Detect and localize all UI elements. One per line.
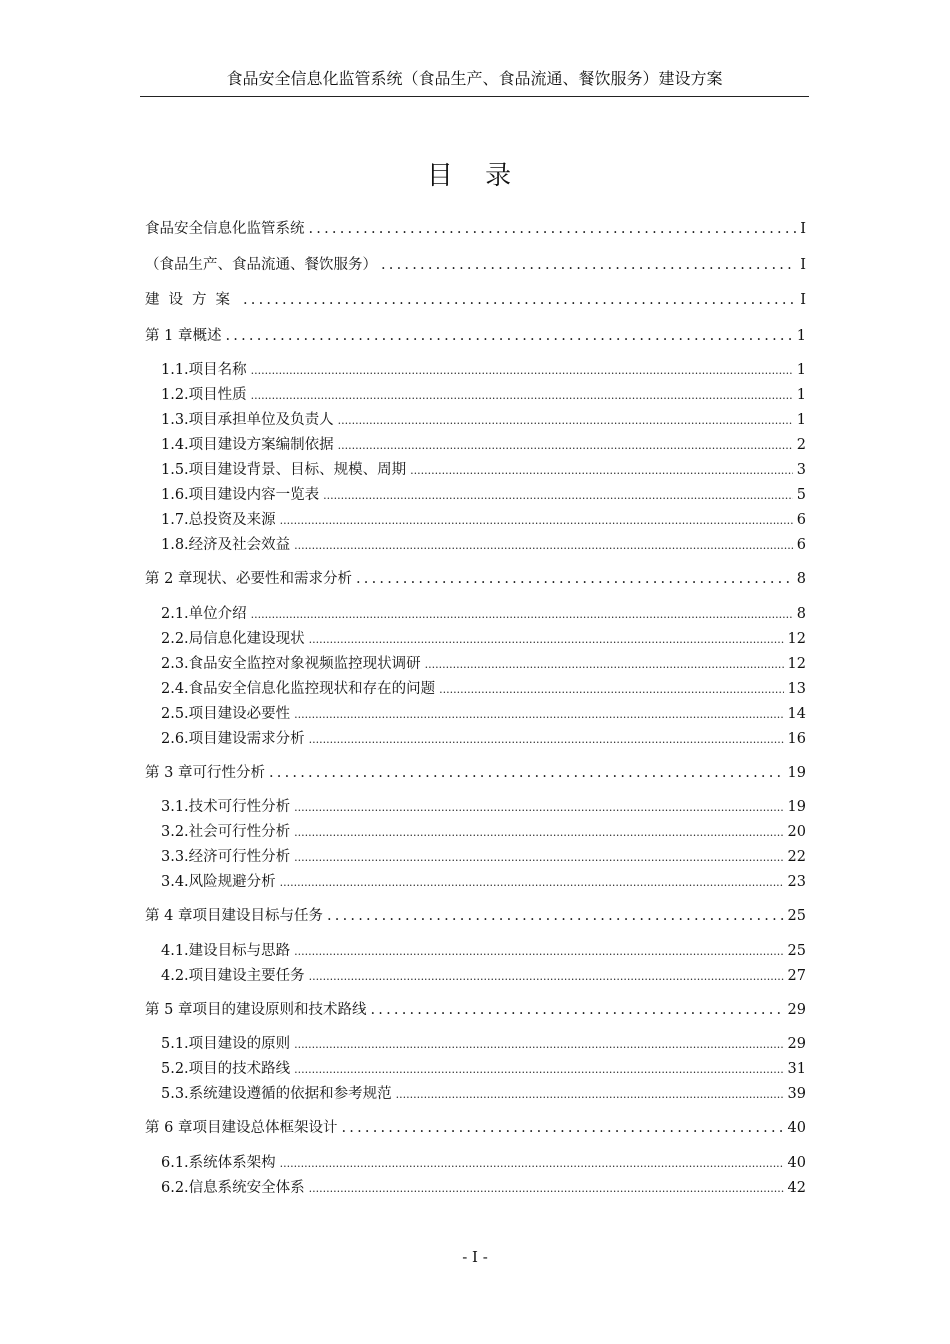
dot-leader <box>439 677 783 702</box>
dot-leader <box>338 433 793 458</box>
header-rule <box>140 96 809 97</box>
dot-leader <box>251 358 793 383</box>
dot-leader <box>294 939 783 964</box>
toc-entry-title: 现状、必要性和需求分析 <box>192 571 352 587</box>
dot-leader <box>251 383 793 408</box>
toc-section-entry[interactable] <box>145 939 806 964</box>
toc-section-entry[interactable] <box>145 602 806 627</box>
toc-section-entry[interactable] <box>145 1151 806 1176</box>
toc-section-entry[interactable] <box>145 677 806 702</box>
toc-section-entry[interactable] <box>145 627 806 652</box>
toc-section-entry[interactable] <box>145 533 806 558</box>
toc-title: 目 录 <box>426 161 524 191</box>
toc-entry-title: 项目建设方案编制依据 <box>188 437 334 453</box>
dot-leader <box>309 964 784 989</box>
toc-entry-number: 1.5. <box>161 462 189 478</box>
toc-entry-number: 2.6. <box>161 730 189 747</box>
toc-entry-page: 12 <box>787 630 806 647</box>
toc-entry-number: 5.1. <box>161 1036 189 1052</box>
dot-leader <box>243 287 796 313</box>
toc-entry-number: 第 5 章 <box>145 1001 193 1018</box>
toc-entry-page: I <box>800 292 806 308</box>
toc-entry-page: 6 <box>796 537 806 553</box>
toc-entry-page: 2 <box>796 437 806 453</box>
toc-entry-number: 2.3. <box>161 655 189 672</box>
toc-entry-title: 总投资及来源 <box>188 512 276 528</box>
toc-entry-page: 27 <box>787 967 806 984</box>
toc-entry-number: 3.1. <box>161 799 189 815</box>
toc-entry-page: 20 <box>787 824 806 840</box>
toc-entry-page: 5 <box>796 487 806 503</box>
dot-leader <box>251 602 793 627</box>
toc-entry-number: 1.1. <box>161 362 189 378</box>
toc-chapter-entry[interactable] <box>145 997 806 1033</box>
toc-entry-page: 40 <box>787 1154 806 1171</box>
dot-leader <box>280 508 793 533</box>
toc-entry-title: 建设目标与思路 <box>188 942 291 959</box>
toc-entry-page: 39 <box>787 1086 806 1102</box>
dot-leader <box>341 1115 783 1141</box>
toc-entry-number: 3.3. <box>161 849 189 865</box>
dot-leader <box>356 566 793 592</box>
dot-leader <box>294 533 793 558</box>
toc-entry-page: 13 <box>787 680 806 697</box>
dot-leader <box>269 760 784 786</box>
dot-leader <box>294 820 783 845</box>
toc-entry-page: 22 <box>787 849 806 865</box>
toc-entry-number: 4.2. <box>161 967 189 984</box>
page-number: - I - <box>462 1248 488 1266</box>
running-header: 食品安全信息化监管系统（食品生产、食品流通、餐饮服务）建设方案 <box>226 69 723 88</box>
toc-entry-page: 23 <box>787 874 806 890</box>
toc-entry-title: 食品安全信息化监控现状和存在的问题 <box>188 680 436 697</box>
toc-chapter-entry[interactable] <box>145 323 806 359</box>
dot-leader <box>309 627 784 652</box>
toc-entry-page: 42 <box>787 1179 806 1196</box>
dot-leader <box>370 997 783 1023</box>
toc-entry-title: 项目建设背景、目标、规模、周期 <box>188 462 407 478</box>
toc-entry-number: 2.2. <box>161 630 189 647</box>
toc-chapter-entry[interactable] <box>145 216 806 252</box>
toc-entry-number: 5.2. <box>161 1061 189 1077</box>
toc-section-entry[interactable] <box>145 433 806 458</box>
toc-entry-title: 项目名称 <box>188 362 247 378</box>
toc-entry-page: 1 <box>796 327 806 344</box>
toc-entry-title: 项目建设需求分析 <box>188 730 305 747</box>
toc-entry-title: 社会可行性分析 <box>188 824 291 840</box>
toc-entry-title: 概述 <box>192 327 222 344</box>
toc-entry-title: 局信息化建设现状 <box>188 630 305 647</box>
toc-entry-number: 4.1. <box>161 942 189 959</box>
dot-leader <box>425 652 784 677</box>
dot-leader <box>294 845 783 870</box>
dot-leader <box>309 216 797 242</box>
toc-entry-title: 项目建设总体框架设计 <box>192 1120 338 1136</box>
toc-entry-number: 第 2 章 <box>145 571 193 587</box>
toc-entry-title: 经济可行性分析 <box>188 849 291 865</box>
dot-leader <box>294 1057 783 1082</box>
toc-section-entry[interactable] <box>145 1082 806 1107</box>
toc-chapter-entry[interactable] <box>145 1115 806 1151</box>
toc-entry-title: 建设方案 <box>145 292 239 308</box>
toc-entry-title: 食品安全信息化监管系统 <box>145 221 305 237</box>
toc-entry-title: （食品生产、食品流通、餐饮服务） <box>145 256 377 273</box>
toc-entry-number: 1.3. <box>161 412 189 428</box>
toc-chapter-entry[interactable] <box>145 760 806 796</box>
toc-entry-page: 1 <box>796 387 806 403</box>
toc-entry-title: 项目性质 <box>188 387 247 403</box>
toc-entry-title: 技术可行性分析 <box>188 799 291 815</box>
toc-section-entry[interactable] <box>145 820 806 845</box>
toc-entry-page: 1 <box>796 412 806 428</box>
toc-chapter-entry[interactable] <box>145 566 806 602</box>
toc-entry-title: 单位介绍 <box>188 605 247 622</box>
toc-section-entry[interactable] <box>145 483 806 508</box>
toc-entry-page: 1 <box>796 362 806 378</box>
dot-leader <box>294 1032 783 1057</box>
toc-section-entry[interactable] <box>145 508 806 533</box>
toc-section-entry[interactable] <box>145 1057 806 1082</box>
toc-entry-number: 第 4 章 <box>145 908 193 924</box>
toc-entry-title: 风险规避分析 <box>188 874 276 890</box>
toc-entry-title: 项目建设主要任务 <box>188 967 305 984</box>
toc-entry-page: 8 <box>796 571 806 587</box>
toc-chapter-entry[interactable] <box>145 252 806 288</box>
toc-section-entry[interactable] <box>145 652 806 677</box>
toc-entry-number: 1.7. <box>161 512 189 528</box>
toc-entry-page: 19 <box>787 799 806 815</box>
toc-entry-title: 项目建设必要性 <box>188 705 291 722</box>
toc-section-entry[interactable] <box>145 408 806 433</box>
toc-entry-title: 食品安全监控对象视频监控现状调研 <box>188 655 421 672</box>
toc-entry-number: 第 6 章 <box>145 1120 193 1136</box>
toc-section-entry[interactable] <box>145 383 806 408</box>
toc-section-entry[interactable] <box>145 727 806 752</box>
toc-entry-title: 可行性分析 <box>192 764 265 781</box>
toc-section-entry[interactable] <box>145 1032 806 1057</box>
toc-entry-title: 项目建设目标与任务 <box>192 908 323 924</box>
dot-leader <box>280 1151 784 1176</box>
toc-entry-title: 项目承担单位及负责人 <box>188 412 334 428</box>
toc-entry-title: 系统体系架构 <box>188 1154 276 1171</box>
dot-leader <box>309 727 784 752</box>
toc-entry-number: 6.2. <box>161 1179 189 1196</box>
toc-entry-title: 项目的技术路线 <box>188 1061 291 1077</box>
dot-leader <box>338 408 793 433</box>
dot-leader <box>323 483 793 508</box>
toc-chapter-entry[interactable] <box>145 287 806 323</box>
dot-leader <box>225 323 792 349</box>
toc-section-entry[interactable] <box>145 845 806 870</box>
toc-entry-page: 8 <box>796 605 806 622</box>
toc-entry-page: I <box>800 221 806 237</box>
toc-entry-number: 5.3. <box>161 1086 189 1102</box>
toc-entry-number: 第 1 章 <box>145 327 193 344</box>
toc-section-entry[interactable] <box>145 702 806 727</box>
toc-entry-page: 12 <box>787 655 806 672</box>
toc-section-entry[interactable] <box>145 870 806 895</box>
toc-section-entry[interactable] <box>145 1176 806 1201</box>
dot-leader <box>396 1082 784 1107</box>
toc-entry-page: 29 <box>787 1036 806 1052</box>
dot-leader <box>327 903 784 929</box>
toc-chapter-entry[interactable] <box>145 903 806 939</box>
toc-entry-page: 31 <box>787 1061 806 1077</box>
toc-entry-number: 1.2. <box>161 387 189 403</box>
toc-entry-title: 项目建设的原则 <box>188 1036 291 1052</box>
toc-entry-page: 25 <box>787 908 806 924</box>
toc-entry-number: 2.1. <box>161 605 189 622</box>
toc-entry-number: 3.4. <box>161 874 189 890</box>
dot-leader <box>381 252 796 278</box>
dot-leader <box>280 870 784 895</box>
toc-entry-page: I <box>800 256 806 273</box>
toc-entry-title: 信息系统安全体系 <box>188 1179 305 1196</box>
toc-entry-page: 14 <box>787 705 806 722</box>
toc-entry-title: 项目的建设原则和技术路线 <box>192 1001 367 1018</box>
toc-entry-page: 16 <box>787 730 806 747</box>
toc-section-entry[interactable] <box>145 964 806 989</box>
dot-leader <box>410 458 793 483</box>
toc-entry-number: 1.6. <box>161 487 189 503</box>
toc-entry-page: 19 <box>787 764 806 781</box>
toc-entry-number: 2.5. <box>161 705 189 722</box>
dot-leader <box>309 1176 784 1201</box>
toc-entry-page: 6 <box>796 512 806 528</box>
toc-entry-number: 3.2. <box>161 824 189 840</box>
table-of-contents <box>145 216 806 1201</box>
toc-entry-title: 项目建设内容一览表 <box>188 487 320 503</box>
dot-leader <box>294 795 783 820</box>
toc-section-entry[interactable] <box>145 795 806 820</box>
toc-section-entry[interactable] <box>145 358 806 383</box>
toc-entry-title: 经济及社会效益 <box>188 537 291 553</box>
toc-entry-number: 第 3 章 <box>145 764 193 781</box>
dot-leader <box>294 702 783 727</box>
toc-entry-page: 40 <box>787 1120 806 1136</box>
toc-entry-page: 25 <box>787 942 806 959</box>
toc-entry-page: 3 <box>796 462 806 478</box>
toc-entry-page: 29 <box>787 1001 806 1018</box>
toc-entry-number: 1.8. <box>161 537 189 553</box>
toc-entry-number: 1.4. <box>161 437 189 453</box>
toc-section-entry[interactable] <box>145 458 806 483</box>
toc-entry-number: 6.1. <box>161 1154 189 1171</box>
toc-entry-title: 系统建设遵循的依据和参考规范 <box>188 1086 392 1102</box>
toc-entry-number: 2.4. <box>161 680 189 697</box>
